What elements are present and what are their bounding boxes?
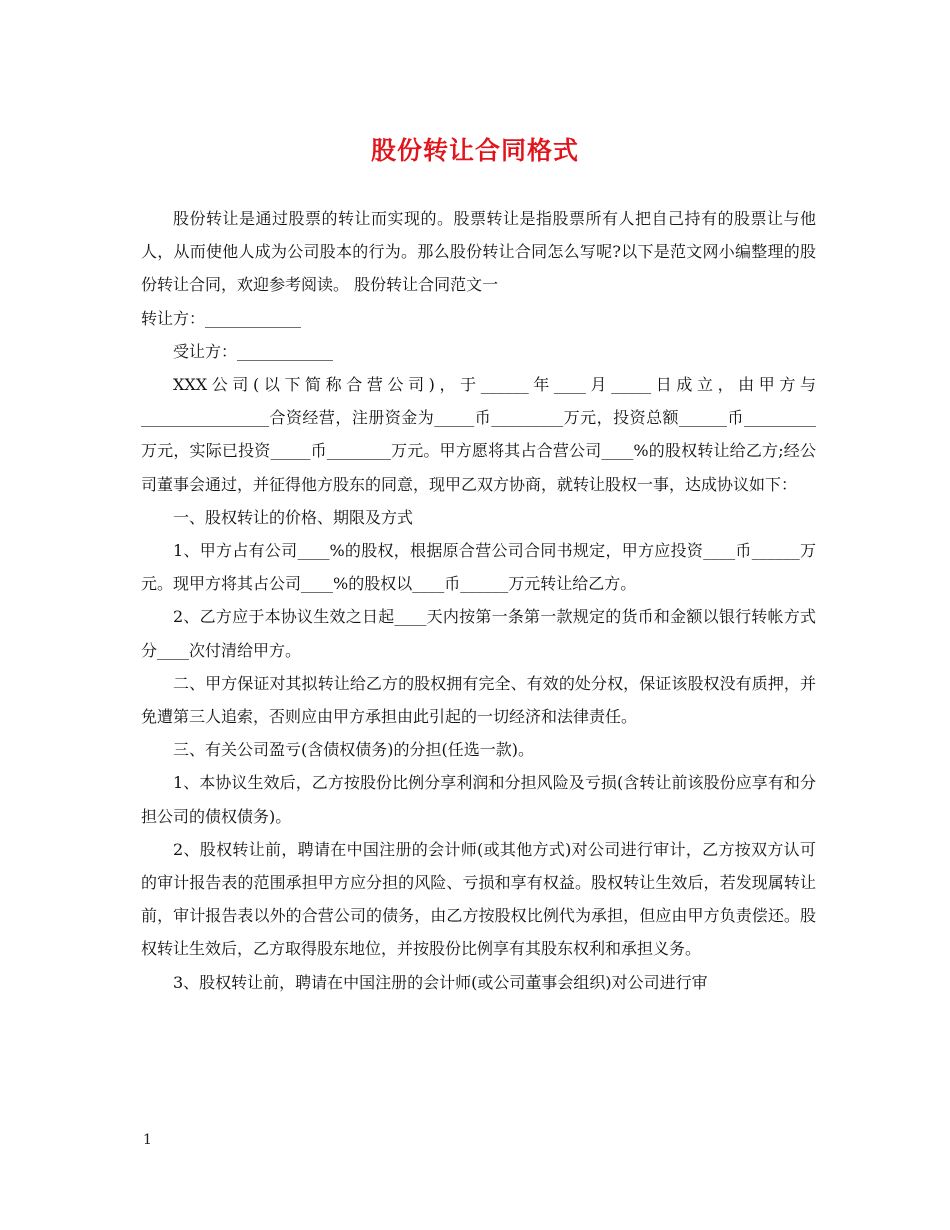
document-body <box>141 202 816 999</box>
clause-3-1: 1、本协议生效后，乙方按股份比例分享利润和分担风险及亏损(含转让前该股份应享有和分担公司的债权债务)。 <box>141 773 816 826</box>
clause-3-3: 3、股权转让前，聘请在中国注册的会计师(或公司董事会组织)对公司进行审 <box>173 972 708 992</box>
section-heading-3: 三、有关公司盈亏(含债权债务)的分担(任选一款)。 <box>173 740 534 760</box>
transferee-line: 受让方：____________ <box>173 341 334 361</box>
clause-1-1: 1、甲方占有公司____%的股权，根据原合营公司合同书规定，甲方应投资____币______万元。现甲方将其占公司____%的股权以____币______万元转让给乙方。 <box>141 541 816 594</box>
clause-3-2: 2、股权转让前，聘请在中国注册的会计师(或其他方式)对公司进行审计，乙方按双方认可的审计报告表的范围承担甲方应分担的风险、亏损和享有权益。股权转让生效后，若发现属转让前，审计报告表以外的合营公司的债务，由乙方按股权比例代为承担，但应由甲方负责偿还。股权转让生效后，乙方取得股东地位，并按股份比例享有其股东权利和承担义务。 <box>141 839 816 959</box>
transferor-line: 转让方：____________ <box>141 308 302 328</box>
section-2: 二、甲方保证对其拟转让给乙方的股权拥有完全、有效的处分权，保证该股权没有质押，并免遭第三人追索，否则应由甲方承担由此引起的一切经济和法律责任。 <box>141 673 816 727</box>
intro-paragraph: 股份转让是通过股票的转让而实现的。股票转让是指股票所有人把自己持有的股票让与他人，从而使他人成为公司股本的行为。那么股份转让合同怎么写呢?以下是范文网小编整理的股份转让合同，欢迎参考阅读。 股份转让合同范文一 <box>141 209 816 295</box>
section-heading-1: 一、股权转让的价格、期限及方式 <box>173 507 414 527</box>
clause-1-2: 2、乙方应于本协议生效之日起____天内按第一条第一款规定的货币和金额以银行转帐方式分____次付清给甲方。 <box>141 607 816 660</box>
company-paragraph: XXX公司(以下简称合营公司)，于______年____月_____日成立，由甲方与________________合资经营，注册资金为_____币_________万元，投资总额______币_________万元，实际已投资_____币________万元。甲方愿将其占合营公司____%的股权转让给乙方;经公司董事会通过，并征得他方股东的同意，现甲乙双方协商，就转让股权一事，达成协议如下： <box>141 375 816 494</box>
page-number: 1 <box>143 1132 152 1148</box>
document-title: 股份转让合同格式 <box>370 136 579 165</box>
